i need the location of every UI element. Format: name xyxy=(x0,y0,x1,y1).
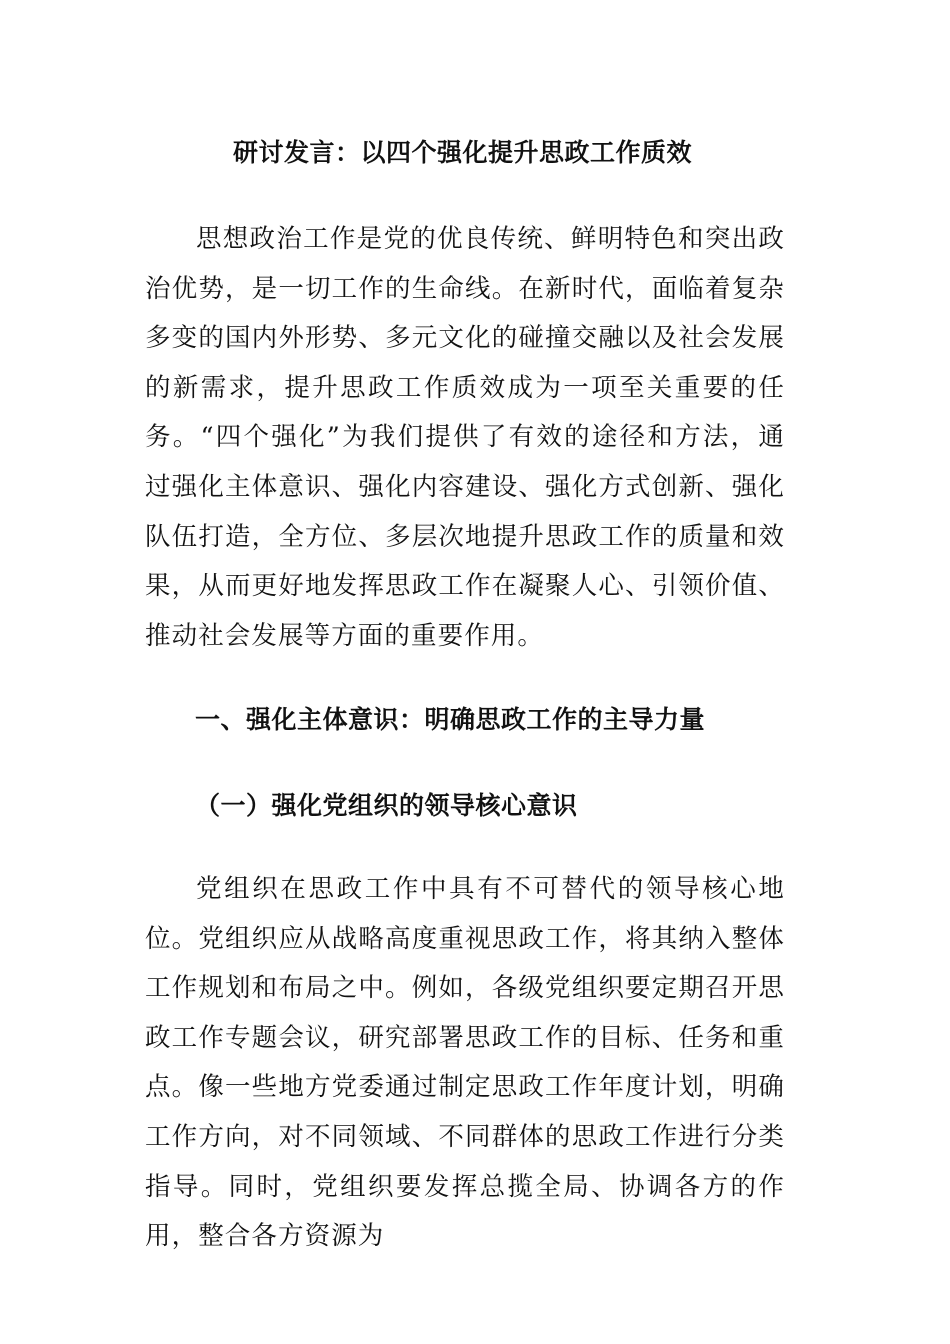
section-heading: 一、强化主体意识：明确思政工作的主导力量 xyxy=(195,705,706,734)
body-paragraph: 党组织在思政工作中具有不可替代的领导核心地位。党组织应从战略高度重视思政工作，将其纳入整体工作规划和布局之中。例如，各级党组织要定期召开思政工作专题会议，研究部署思政工作的目标、任务和重点。像一些地方党委通过制定思政工作年度计划，明确工作方向，对不同领域、不同群体的思政工作进行分类指导。同时，党组织要发挥总揽全局、协调各方的作用，整合各方资源为 xyxy=(145,874,785,1252)
subsection-heading: （一）强化党组织的领导核心意识 xyxy=(195,791,578,820)
document-title: 研讨发言：以四个强化提升思政工作质效 xyxy=(232,138,692,167)
intro-paragraph: 思想政治工作是党的优良传统、鲜明特色和突出政治优势，是一切工作的生命线。在新时代，面临着复杂多变的国内外形势、多元文化的碰撞交融以及社会发展的新需求，提升思政工作质效成为一项至关重要的任务。“四个强化”为我们提供了有效的途径和方法，通过强化主体意识、强化内容建设、强化方式创新、强化队伍打造，全方位、多层次地提升思政工作的质量和效果，从而更好地发挥思政工作在凝聚人心、引领价值、推动社会发展等方面的重要作用。 xyxy=(145,224,785,651)
